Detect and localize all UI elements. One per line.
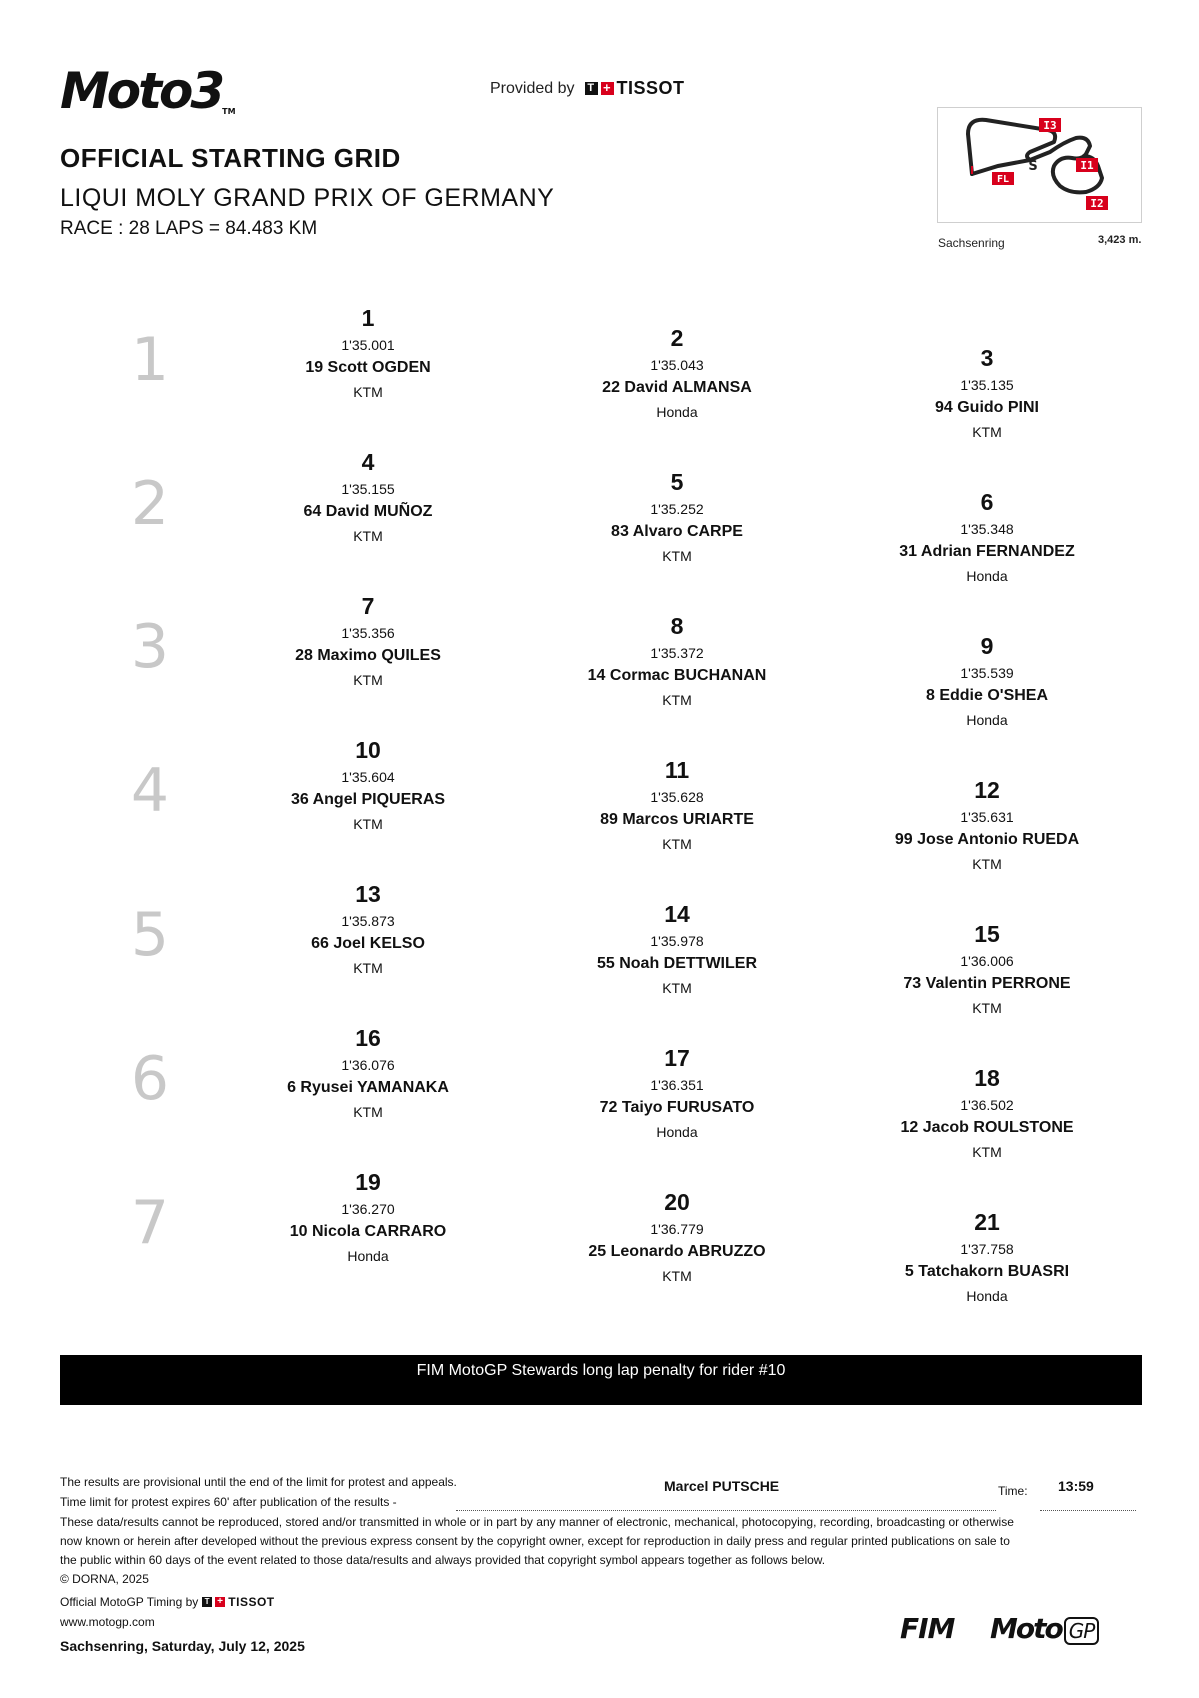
- grid-slot: [537, 469, 817, 564]
- event-name: LIQUI MOLY GRAND PRIX OF GERMANY: [60, 184, 555, 212]
- grid-position: 21: [974, 1209, 1000, 1235]
- lap-time: 1'37.758: [960, 1240, 1014, 1257]
- manufacturer: Honda: [656, 1123, 698, 1140]
- rider-name: 12 Jacob ROULSTONE: [900, 1119, 1074, 1137]
- race-info: RACE : 28 LAPS = 84.483 KM: [60, 218, 318, 239]
- rider-name: 5 Tatchakorn BUASRI: [904, 1263, 1070, 1281]
- grid-position: 14: [664, 901, 690, 927]
- provided-by-label: Provided by: [490, 79, 575, 97]
- grid-slot: [228, 449, 508, 544]
- grid-slot: [228, 1169, 508, 1264]
- manufacturer: KTM: [353, 671, 383, 688]
- track-label-i3: I3: [1043, 119, 1057, 132]
- grid-slot: [847, 921, 1127, 1016]
- grid-row-number: 6: [130, 1044, 170, 1114]
- lap-time: 1'35.631: [960, 808, 1014, 825]
- track-label-i1: I1: [1080, 159, 1094, 172]
- rider-name: 72 Taiyo FURUSATO: [599, 1099, 755, 1117]
- rider-name: 10 Nicola CARRARO: [289, 1223, 447, 1241]
- location-date: Sachsenring, Saturday, July 12, 2025: [60, 1638, 305, 1654]
- lap-time: 1'35.372: [650, 644, 704, 661]
- rider-name: 94 Guido PINI: [934, 399, 1039, 417]
- grid-slot: [537, 1045, 817, 1140]
- grid-slot: [847, 1065, 1127, 1160]
- grid-position: 19: [355, 1169, 381, 1195]
- grid-slot: [847, 489, 1127, 584]
- tissot-logo: [585, 78, 685, 99]
- grid-position: 20: [664, 1189, 690, 1215]
- track-label-i2: I2: [1090, 197, 1104, 210]
- tissot-wordmark: TISSOT: [228, 1595, 275, 1609]
- time-label: Time:: [998, 1484, 1028, 1498]
- tissot-wordmark: TISSOT: [616, 78, 685, 98]
- motogp-logo-gp: GP: [1064, 1617, 1100, 1645]
- manufacturer: KTM: [353, 815, 383, 832]
- tissot-cross-icon: +: [217, 1596, 224, 1608]
- grid-slot: [537, 1189, 817, 1284]
- grid-position: 18: [974, 1065, 1000, 1091]
- manufacturer: KTM: [662, 979, 692, 996]
- lap-time: 1'36.502: [960, 1096, 1014, 1113]
- official-timing: [60, 1593, 275, 1612]
- grid-slot: [228, 593, 508, 688]
- tissot-cross-icon: +: [601, 82, 614, 95]
- motogp-logo-text: Moto: [990, 1612, 1062, 1645]
- lap-time: 1'35.873: [341, 912, 395, 929]
- lap-time: 1'36.270: [341, 1200, 395, 1217]
- grid-position: 8: [670, 613, 684, 639]
- track-map: [937, 107, 1142, 223]
- lap-time: 1'36.006: [960, 952, 1014, 969]
- tissot-logo-small: [202, 1593, 274, 1612]
- manufacturer: Honda: [966, 1287, 1008, 1304]
- rider-name: 25 Leonardo ABRUZZO: [588, 1243, 766, 1261]
- grid-slot: [228, 737, 508, 832]
- rider-name: 66 Joel KELSO: [311, 935, 425, 953]
- copyright-line-1: These data/results cannot be reproduced, stored and/or transmitted in whole or in part by any manner of electronic, mechanical, photocopying, recording, broadcasting or otherwise: [60, 1515, 1014, 1529]
- lap-time: 1'35.539: [960, 664, 1014, 681]
- lap-time: 1'36.351: [650, 1076, 704, 1093]
- manufacturer: KTM: [353, 959, 383, 976]
- lap-time: 1'35.252: [650, 500, 704, 517]
- grid-position: 10: [355, 737, 381, 763]
- grid-slot: [537, 901, 817, 996]
- track-map-icon: [938, 108, 1141, 222]
- rider-name: 36 Angel PIQUERAS: [290, 791, 446, 809]
- website-link[interactable]: www.motogp.com: [60, 1615, 155, 1629]
- grid-position: 13: [355, 881, 381, 907]
- manufacturer: KTM: [353, 383, 383, 400]
- official-timing-label: Official MotoGP Timing by: [60, 1595, 199, 1609]
- lap-time: 1'35.604: [341, 768, 395, 785]
- manufacturer: Honda: [656, 403, 698, 420]
- rider-name: 6 Ryusei YAMANAKA: [287, 1079, 449, 1097]
- tissot-t-icon: T: [585, 82, 598, 95]
- grid-slot: [847, 633, 1127, 728]
- track-name: Sachsenring: [938, 236, 1005, 250]
- manufacturer: KTM: [662, 835, 692, 852]
- grid-position: 16: [355, 1025, 381, 1051]
- manufacturer: Honda: [966, 567, 1008, 584]
- rider-name: 31 Adrian FERNANDEZ: [899, 543, 1075, 561]
- rider-name: 19 Scott OGDEN: [305, 359, 431, 377]
- grid-slot: [537, 325, 817, 420]
- manufacturer: KTM: [972, 423, 1002, 440]
- signatory-name: Marcel PUTSCHE: [664, 1478, 780, 1494]
- manufacturer: Honda: [347, 1247, 389, 1264]
- lap-time: 1'35.001: [341, 336, 395, 353]
- grid-slot: [537, 757, 817, 852]
- grid-position: 6: [980, 489, 994, 515]
- grid-position: 1: [361, 305, 375, 331]
- rider-name: 64 David MUÑOZ: [303, 503, 433, 521]
- grid-row-number: 4: [130, 756, 170, 826]
- rider-name: 73 Valentin PERRONE: [903, 975, 1071, 993]
- rider-name: 99 Jose Antonio RUEDA: [894, 831, 1080, 849]
- grid-row-number: 2: [130, 469, 170, 539]
- rider-name: 22 David ALMANSA: [602, 379, 752, 397]
- lap-time: 1'35.155: [341, 480, 395, 497]
- manufacturer: Honda: [966, 711, 1008, 728]
- manufacturer: KTM: [972, 999, 1002, 1016]
- rider-name: 28 Maximo QUILES: [295, 647, 441, 665]
- lap-time: 1'35.978: [650, 932, 704, 949]
- lap-time: 1'36.779: [650, 1220, 704, 1237]
- rider-name: 8 Eddie O'SHEA: [925, 687, 1049, 705]
- moto3-logo: Moto3TM: [60, 62, 236, 120]
- lap-time: 1'35.135: [960, 376, 1014, 393]
- manufacturer: KTM: [662, 691, 692, 708]
- stewards-notice-banner: FIM MotoGP Stewards long lap penalty for rider #10: [60, 1355, 1142, 1405]
- grid-row-number: 3: [130, 612, 170, 682]
- grid-position: 12: [974, 777, 1000, 803]
- grid-slot: [228, 1025, 508, 1120]
- grid-position: 7: [361, 593, 375, 619]
- manufacturer: KTM: [662, 547, 692, 564]
- grid-position: 3: [980, 345, 994, 371]
- rider-name: 14 Cormac BUCHANAN: [587, 667, 767, 685]
- grid-position: 15: [974, 921, 1000, 947]
- protest-limit-notice: Time limit for protest expires 60' after publication of the results -: [60, 1495, 397, 1509]
- manufacturer: KTM: [353, 1103, 383, 1120]
- copyright-line-2: now known or herein after developed without the previous express consent by the copyright owner, except for reproduction in daily press and regular printed publications on sale to: [60, 1534, 1010, 1548]
- rider-name: 83 Alvaro CARPE: [611, 523, 743, 541]
- page-title: OFFICIAL STARTING GRID: [60, 143, 401, 173]
- grid-slot: [537, 613, 817, 708]
- provisional-notice: The results are provisional until the end of the limit for protest and appeals.: [60, 1475, 457, 1489]
- grid-row-number: 1: [130, 325, 170, 395]
- grid-position: 9: [980, 633, 994, 659]
- grid-slot: [847, 777, 1127, 872]
- rider-name: 55 Noah DETTWILER: [596, 955, 757, 973]
- lap-time: 1'35.628: [650, 788, 704, 805]
- dorna-copyright: © DORNA, 2025: [60, 1572, 149, 1586]
- rider-name: 89 Marcos URIARTE: [600, 811, 754, 829]
- track-label-s: S: [1028, 159, 1038, 174]
- lap-time: 1'36.076: [341, 1056, 395, 1073]
- grid-slot: [847, 1209, 1127, 1304]
- grid-slot: [228, 305, 508, 400]
- lap-time: 1'35.348: [960, 520, 1014, 537]
- manufacturer: KTM: [353, 527, 383, 544]
- publication-time: 13:59: [1058, 1478, 1094, 1494]
- tissot-t-icon: T: [202, 1597, 212, 1607]
- grid-row-number: 7: [130, 1188, 170, 1258]
- fim-logo: FIM: [900, 1612, 955, 1645]
- lap-time: 1'35.356: [341, 624, 395, 641]
- track-length: 3,423 m.: [1098, 234, 1142, 246]
- grid-position: 11: [664, 757, 690, 783]
- grid-position: 4: [361, 449, 375, 475]
- track-label-fl: FL: [996, 174, 1010, 185]
- motogp-logo: [990, 1612, 1099, 1645]
- grid-position: 2: [670, 325, 684, 351]
- grid-position: 5: [670, 469, 684, 495]
- grid-slot: [228, 881, 508, 976]
- signature-line: [456, 1510, 996, 1511]
- manufacturer: KTM: [972, 855, 1002, 872]
- manufacturer: KTM: [972, 1143, 1002, 1160]
- copyright-line-3: the public within 60 days of the event related to those data/results and always provided that copyright symbol appears together as follows below.: [60, 1553, 826, 1567]
- grid-slot: [847, 345, 1127, 440]
- moto3-logo-text: Moto3: [60, 62, 223, 120]
- lap-time: 1'35.043: [650, 356, 704, 373]
- grid-row-number: 5: [130, 900, 170, 970]
- time-line: [1040, 1510, 1136, 1511]
- provided-by: [490, 78, 685, 99]
- grid-position: 17: [664, 1045, 690, 1071]
- manufacturer: KTM: [662, 1267, 692, 1284]
